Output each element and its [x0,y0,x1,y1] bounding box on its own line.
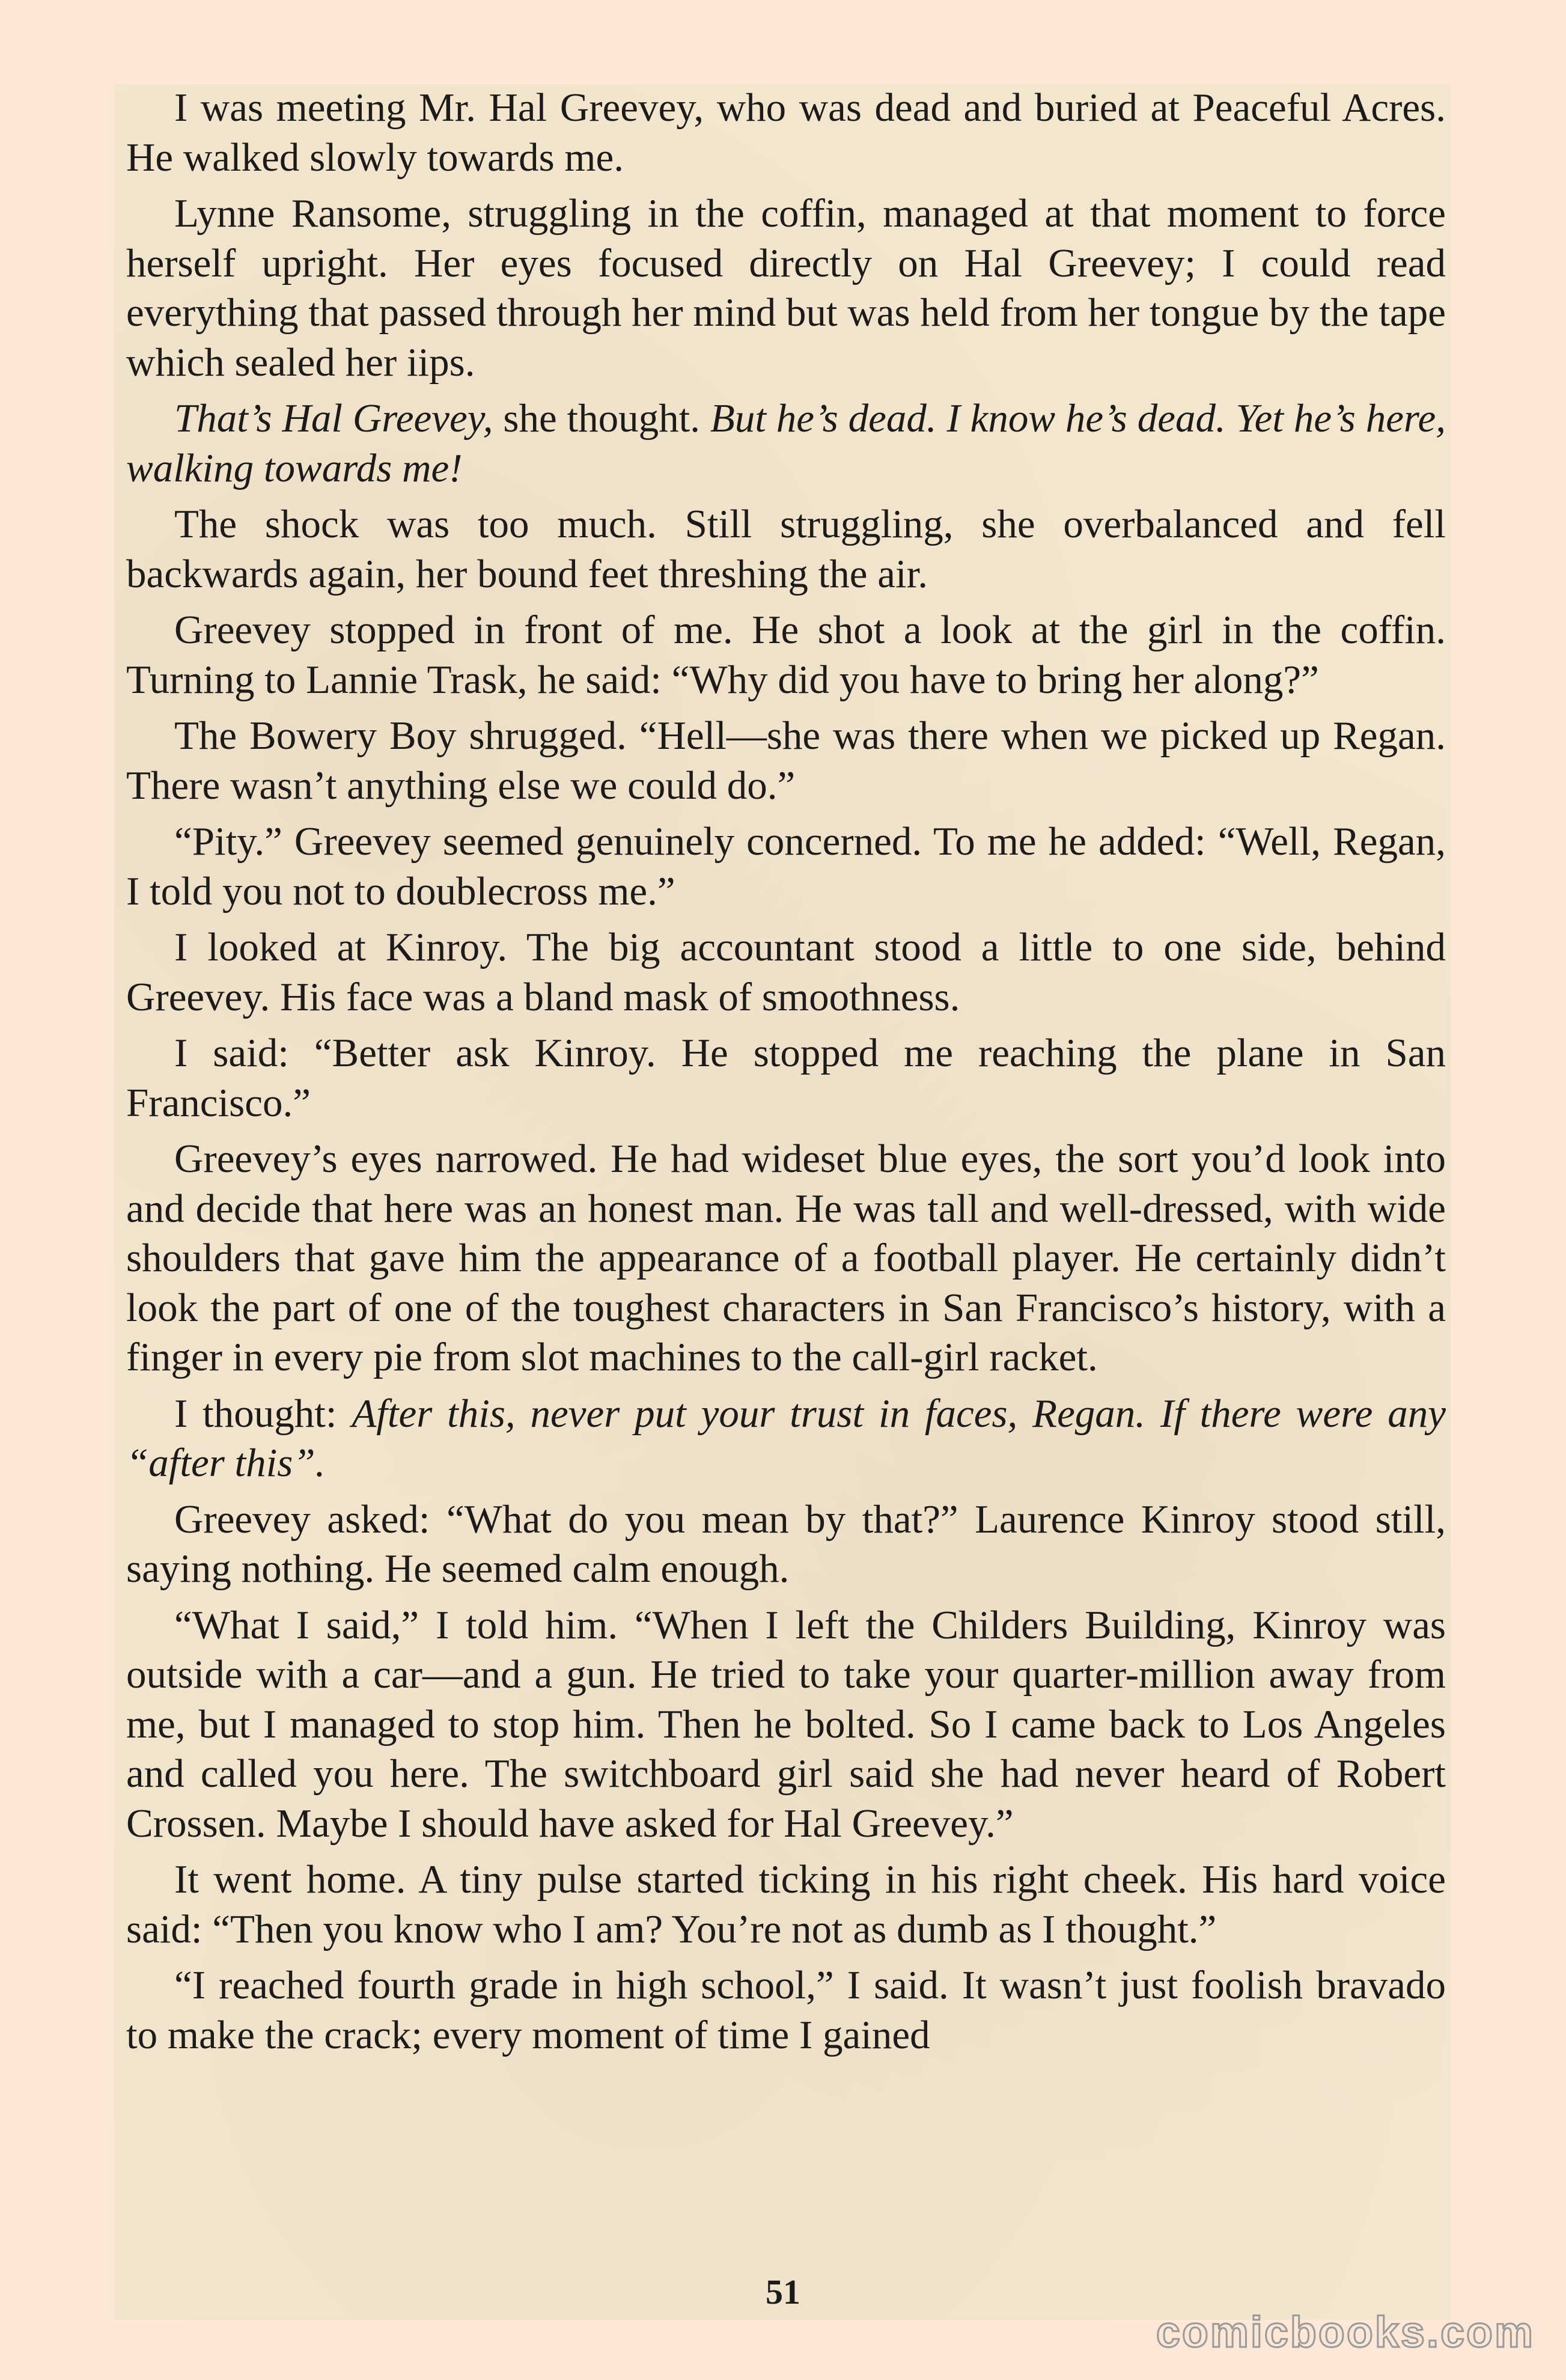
text-run: I looked at Kinroy. The big accountant stood a little to one side, behind Greevey. His face was a bland mask of smoothness. [126,925,1446,1019]
text-run: The shock was too much. Still struggling, she overbalanced and fell backwards again, her bound feet threshing the air. [126,502,1446,596]
paragraph [126,1134,1446,1382]
paragraph [126,1600,1446,1849]
paragraph [126,499,1446,599]
paragraph [126,1028,1446,1127]
paragraph [126,1855,1446,1954]
paragraph [126,817,1446,916]
paragraph [126,1960,1446,2060]
text-run: she thought. [493,396,710,441]
italic-text-run: But he’s dead. I know he’s dead. Yet he’s here, walking towards me! [126,396,1446,490]
page-number: 51 [766,2272,800,2311]
paragraph [126,1389,1446,1488]
text-run: It went home. A tiny pulse started ticking in his right cheek. His hard voice said: “Then you know who I am? You’re not as dumb as I thought.” [126,1857,1446,1951]
paragraph [126,394,1446,493]
paragraph [126,1495,1446,1594]
italic-text-run: After this, never put your trust in faces, Regan. If there were any “after this”. [126,1391,1446,1485]
text-run: “I reached fourth grade in high school,” I said. It wasn’t just foolish bravado to make the crack; every moment of time I gained [126,1963,1446,2057]
paragraph [126,189,1446,387]
text-run: The Bowery Boy shrugged. “Hell—she was there when we picked up Regan. There wasn’t anything else we could do.” [126,713,1446,808]
paragraph [126,923,1446,1022]
paragraph [126,605,1446,704]
text-run: “Pity.” Greevey seemed genuinely concerned. To me he added: “Well, Regan, I told you not to doublecross me.” [126,819,1446,914]
text-run: Greevey’s eyes narrowed. He had wideset blue eyes, the sort you’d look into and decide that here was an honest man. He was tall and well-dressed, with wide shoulders that gave him the appearance of a football player. He certainly didn’t look the part of one of the toughest characters in San Francisco’s history, with a finger in every pie from slot machines to the call-girl racket. [126,1137,1446,1379]
paragraph [126,83,1446,182]
watermark: comicbooks.com [1156,2308,1535,2357]
text-run: I thought: [174,1391,352,1436]
text-run: Lynne Ransome, struggling in the coffin, managed at that moment to force herself upright. Her eyes focused directly on Hal Greevey; I could read everything that passed through her mind but was held from her tongue by the tape which sealed her iips. [126,191,1446,385]
story-text [126,83,1446,2066]
text-run: I was meeting Mr. Hal Greevey, who was dead and buried at Peaceful Acres. He walked slowly towards me. [126,85,1446,180]
paragraph [126,711,1446,810]
text-run: I said: “Better ask Kinroy. He stopped me reaching the plane in San Francisco.” [126,1031,1446,1125]
text-run: Greevey stopped in front of me. He shot a look at the girl in the coffin. Turning to Lannie Trask, he said: “Why did you have to bring her along?” [126,608,1446,702]
text-run: Greevey asked: “What do you mean by that?” Laurence Kinroy stood still, saying nothing. He seemed calm enough. [126,1497,1446,1591]
italic-text-run: That’s Hal Greevey, [174,396,493,441]
text-run: “What I said,” I told him. “When I left the Childers Building, Kinroy was outside with a car—and a gun. He tried to take your quarter-million away from me, but I managed to stop him. Then he bolted. So I came back to Los Angeles and called you here. The switchboard girl said she had never heard of Robert Crossen. Maybe I should have asked for Hal Greevey.” [126,1602,1446,1846]
